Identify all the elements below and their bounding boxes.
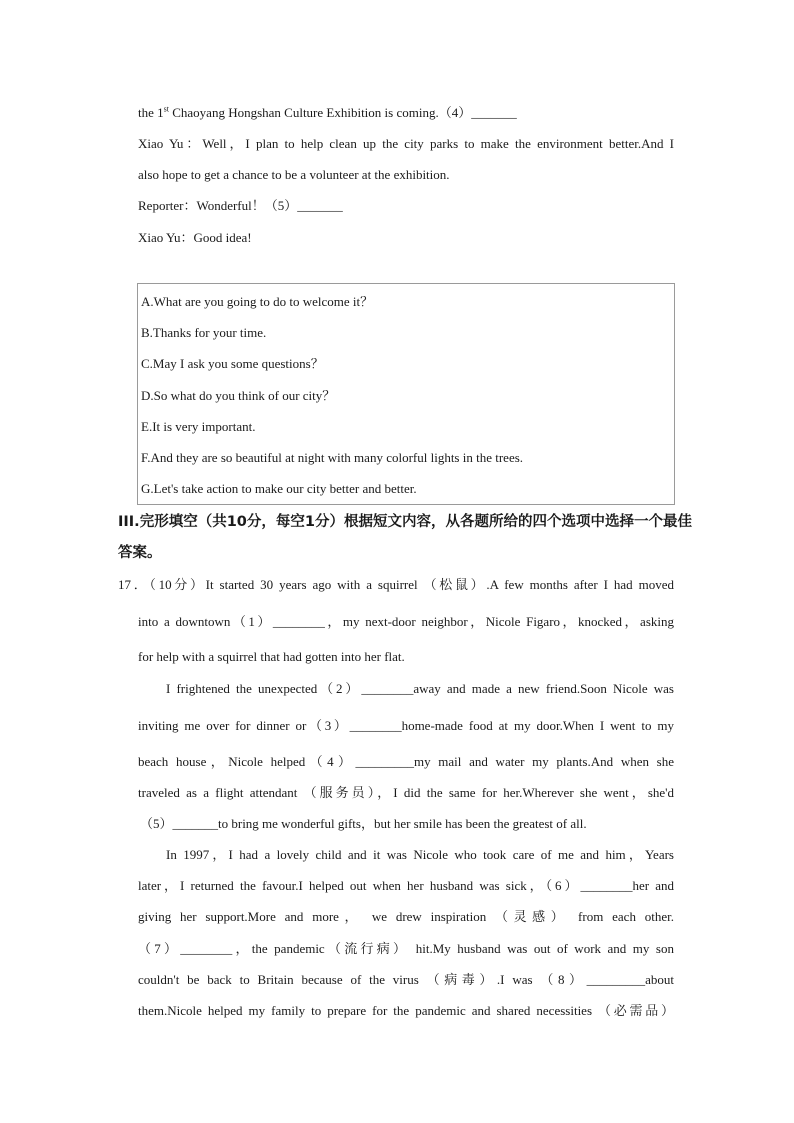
section-heading-line-1: III.完形填空（共10分，每空1分）根据短文内容，从各题所给的四个选项中选择一个最佳 <box>118 514 692 530</box>
question-17-line-14: them.Nicole helped my family to prepare for the pandemic and shared necessities （必需品） <box>138 1003 674 1018</box>
section-heading-line-2: 答案。 <box>118 545 162 561</box>
dialogue-line-3: also hope to get a chance to be a volunteer at the exhibition. <box>138 167 450 182</box>
question-17-line-12: （7）________，the pandemic（流行病） hit.My husband was out of work and my son <box>138 941 674 956</box>
option-g: G.Let's take action to make our city better and better. <box>141 481 417 496</box>
question-17-line-10: later，I returned the favour.I helped out when her husband was sick，（6）________her and <box>138 878 675 893</box>
dialogue-line-5: Xiao Yu：Good idea! <box>138 230 252 245</box>
option-a: A.What are you going to do to welcome it？ <box>141 294 374 309</box>
dialogue-line-1 <box>138 105 517 121</box>
question-17-line-3: for help with a squirrel that had gotten into her flat. <box>138 649 405 664</box>
question-17-line-1: 17．（10分）It started 30 years ago with a squirrel （松鼠）.A few months after I had moved <box>118 577 674 592</box>
question-17-line-2: into a downtown（1）________，my next-door neighbor，Nicole Figaro，knocked，asking <box>138 614 674 629</box>
question-17-line-6: beach house，Nicole helped（4）_________my mail and water my plants.And when she <box>138 754 674 769</box>
option-f: F.And they are so beautiful at night with many colorful lights in the trees. <box>141 450 524 465</box>
question-17-line-11: giving her support.More and more， we drew inspiration （灵感） from each other. <box>138 909 674 924</box>
dialogue-line-4: Reporter：Wonderful！（5）_______ <box>138 198 343 213</box>
dialogue-line-2: Xiao Yu：Well，I plan to help clean up the city parks to make the environment better.And I <box>138 136 674 151</box>
question-17-line-8: （5）_______to bring me wonderful gifts，but her smile has been the greatest of all. <box>140 816 587 831</box>
question-17-line-9: In 1997，I had a lovely child and it was Nicole who took care of me and him，Years <box>166 847 674 862</box>
option-d: D.So what do you think of our city？ <box>141 388 336 403</box>
question-17-line-4: I frightened the unexpected（2）________away and made a new friend.Soon Nicole was <box>166 681 674 696</box>
question-17-line-5: inviting me over for dinner or（3）________home-made food at my door.When I went to my <box>138 718 674 733</box>
dialogue-line-1-pre: the 1 <box>138 105 164 120</box>
dialogue-line-1-sup: st <box>163 104 169 114</box>
question-17-line-7: traveled as a flight attendant （服务员），I did the same for her.Wherever she went，she'd <box>138 785 674 800</box>
question-17-line-13: couldn't be back to Britain because of the virus （病毒）.I was （8）_________about <box>138 972 674 987</box>
dialogue-line-1-post: Chaoyang Hongshan Culture Exhibition is coming.（4）_______ <box>168 105 517 120</box>
option-b: B.Thanks for your time. <box>141 325 267 340</box>
option-c: C.May I ask you some questions？ <box>141 356 324 371</box>
option-e: E.It is very important. <box>141 419 256 434</box>
options-box <box>137 283 675 505</box>
